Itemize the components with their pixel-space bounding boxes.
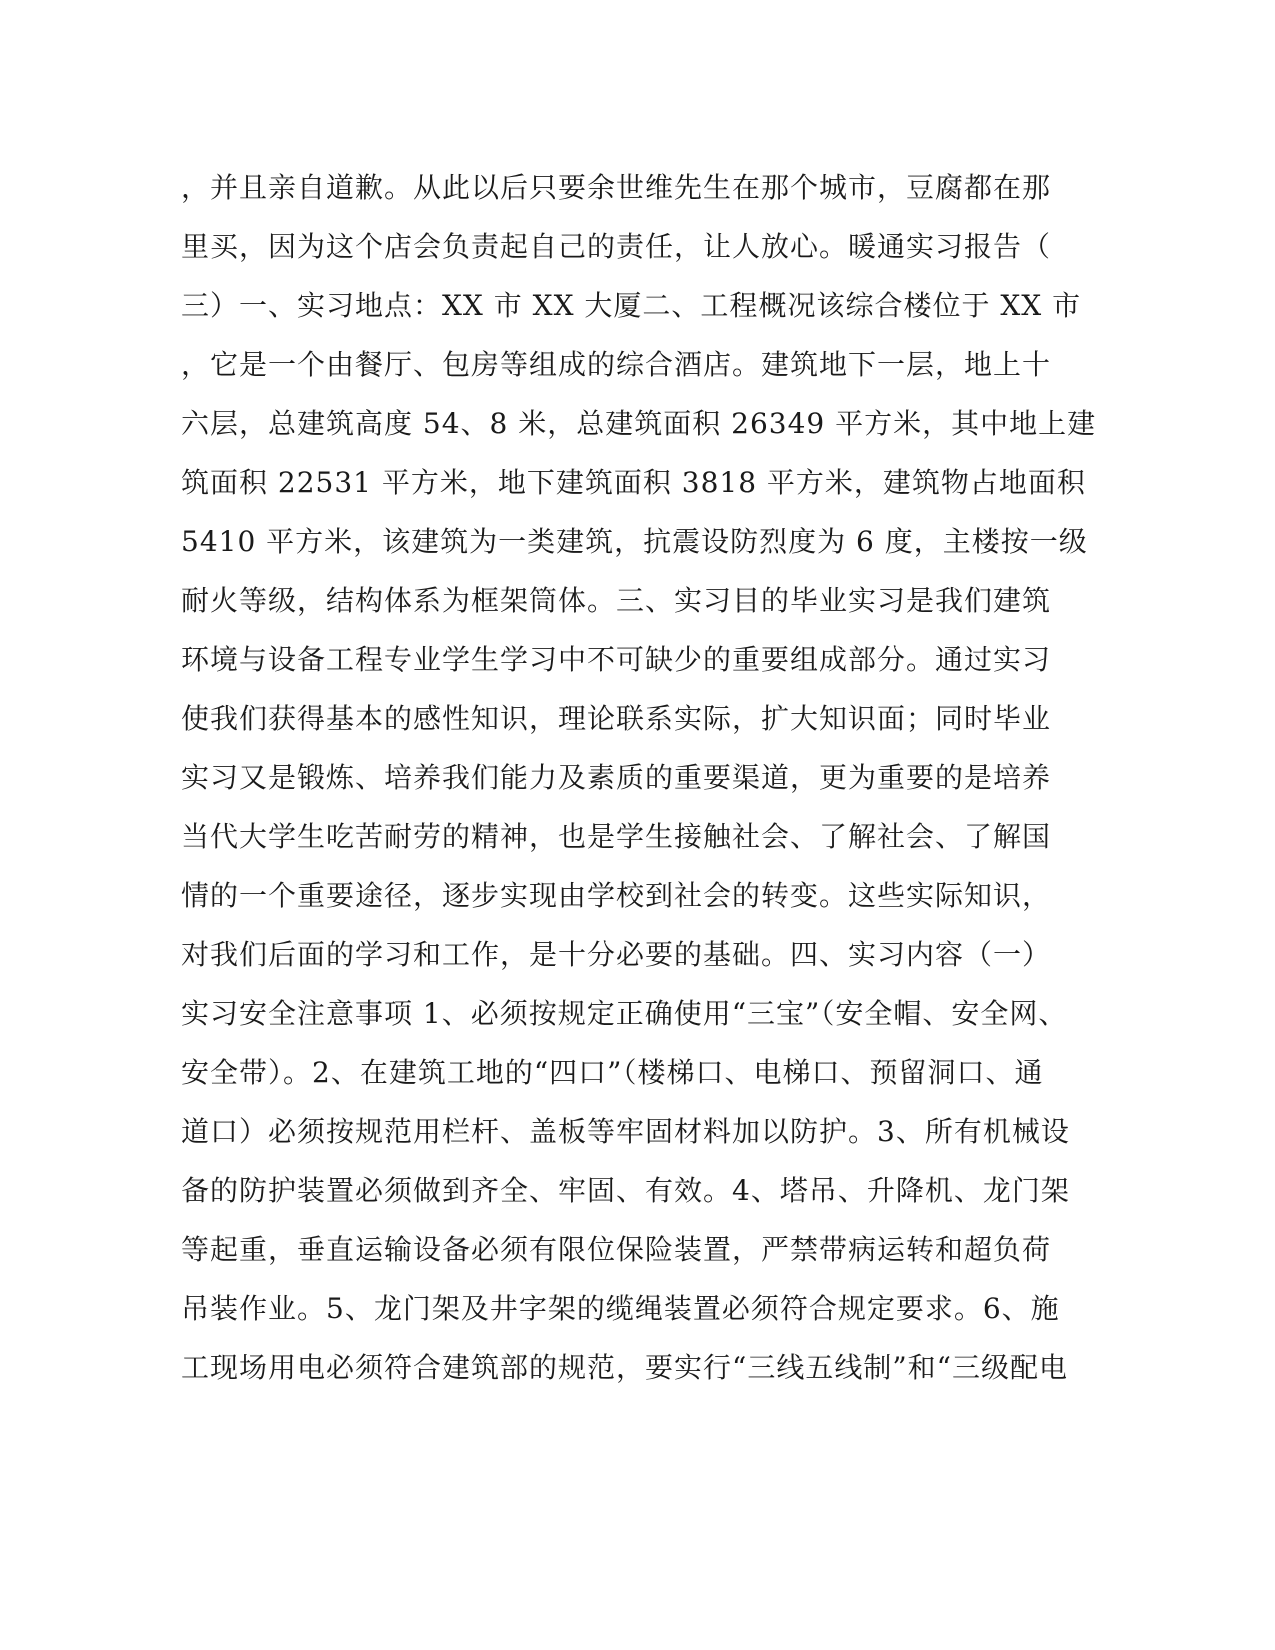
text-line: 里买，因为这个店会负责起自己的责任，让人放心。暖通实习报告（: [181, 230, 1052, 263]
text-line: 使我们获得基本的感性知识，理论联系实际，扩大知识面；同时毕业: [181, 702, 1052, 735]
text-line: ，它是一个由餐厅、包房等组成的综合酒店。建筑地下一层，地上十: [181, 348, 1052, 381]
text-line: 六层，总建筑高度 54、8 米，总建筑面积 26349 平方米，其中地上建: [181, 407, 1097, 440]
text-line: 耐火等级，结构体系为框架筒体。三、实习目的毕业实习是我们建筑: [181, 584, 1052, 617]
text-line: 对我们后面的学习和工作，是十分必要的基础。四、实习内容（一）: [181, 938, 1052, 971]
text-line: 工现场用电必须符合建筑部的规范，要实行“三线五线制”和“三级配电: [181, 1351, 1068, 1384]
body-text: [181, 158, 1097, 1397]
text-line: 实习又是锻炼、培养我们能力及素质的重要渠道，更为重要的是培养: [181, 761, 1052, 794]
text-line: ，并且亲自道歉。从此以后只要余世维先生在那个城市，豆腐都在那: [181, 171, 1052, 204]
text-line: 实习安全注意事项 1、必须按规定正确使用“三宝”（安全帽、安全网、: [181, 997, 1068, 1030]
text-line: 吊装作业。5、龙门架及井字架的缆绳装置必须符合规定要求。6、施: [181, 1292, 1060, 1325]
text-line: 三）一、实习地点：XX 市 XX 大厦二、工程概况该综合楼位于 XX 市: [181, 289, 1082, 322]
text-line: 环境与设备工程专业学生学习中不可缺少的重要组成部分。通过实习: [181, 643, 1052, 676]
text-line: 筑面积 22531 平方米，地下建筑面积 3818 平方米，建筑物占地面积: [181, 466, 1086, 499]
text-line: 道口）必须按规范用栏杆、盖板等牢固材料加以防护。3、所有机械设: [181, 1115, 1070, 1148]
text-line: 等起重，垂直运输设备必须有限位保险装置，严禁带病运转和超负荷: [181, 1233, 1052, 1266]
text-line: 5410 平方米，该建筑为一类建筑，抗震设防烈度为 6 度，主楼按一级: [181, 525, 1088, 558]
text-line: 安全带）。2、在建筑工地的“四口”（楼梯口、电梯口、预留洞口、通: [181, 1056, 1044, 1089]
text-line: 情的一个重要途径，逐步实现由学校到社会的转变。这些实际知识，: [181, 879, 1052, 912]
text-line: 当代大学生吃苦耐劳的精神，也是学生接触社会、了解社会、了解国: [181, 820, 1052, 853]
text-line: 备的防护装置必须做到齐全、牢固、有效。4、塔吊、升降机、龙门架: [181, 1174, 1070, 1207]
